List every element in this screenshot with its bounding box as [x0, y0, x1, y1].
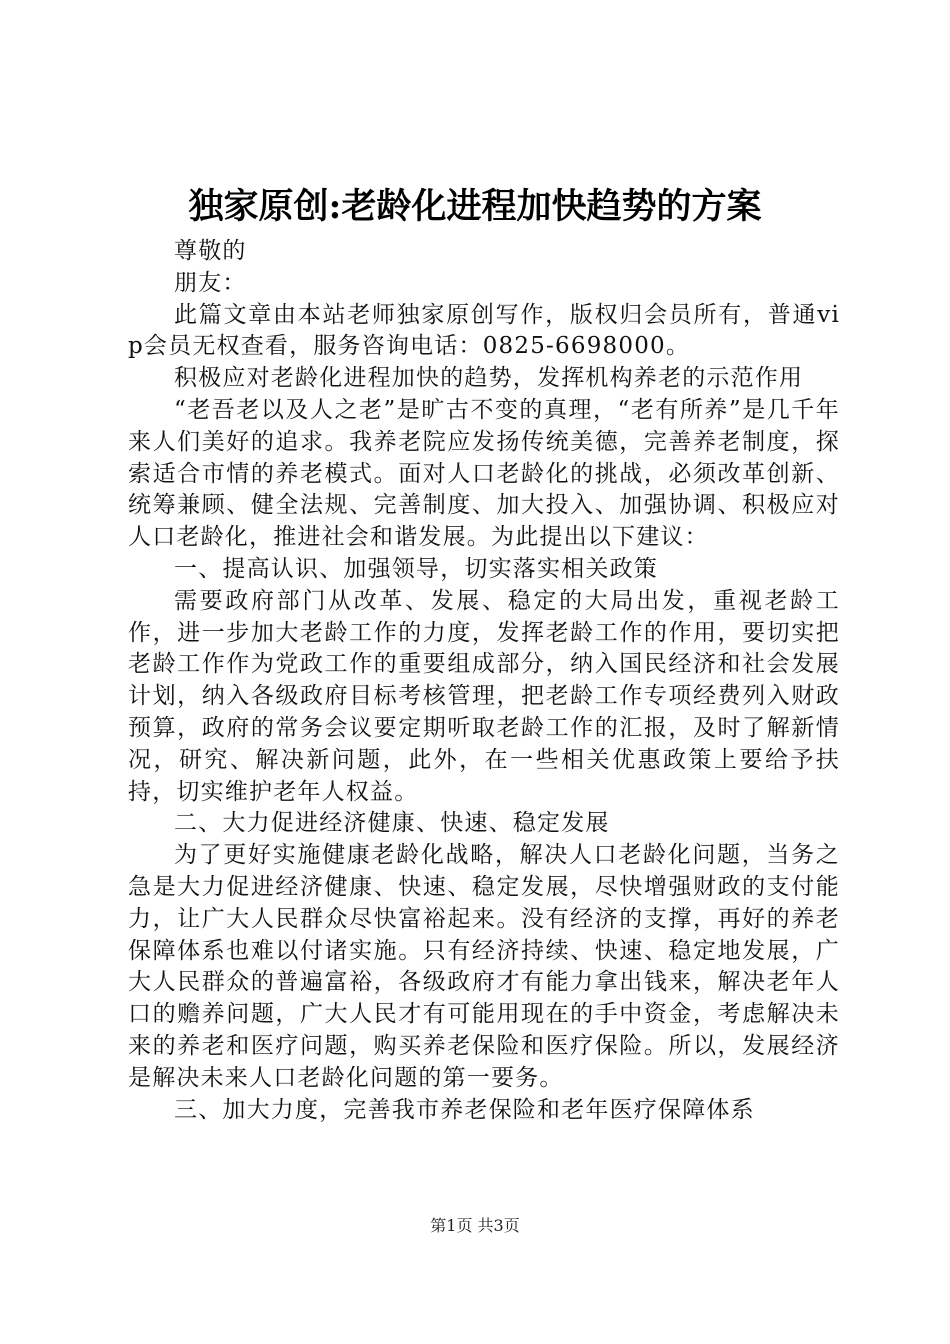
section-heading-3: 三、加大力度，完善我市养老保险和老年医疗保障体系	[174, 1096, 755, 1123]
copyright-notice: 此篇文章由本站老师独家原创写作，版权归会员所有，普通vip会员无权查看，服务咨询电话：0825-6698000。	[128, 301, 840, 360]
salutation-line-1: 尊敬的	[174, 238, 247, 264]
page-number-footer: 第1页 共3页	[430, 1216, 520, 1235]
document-body	[128, 236, 840, 1126]
section-heading-2: 二、大力促进经济健康、快速、稳定发展	[174, 810, 610, 837]
body-paragraph: “老吾老以及人之老”是旷古不变的真理，“老有所养”是几千年来人们美好的追求。我养老院应发扬传统美德，完善养老制度，探索适合市情的养老模式。面对人口老龄化的挑战，必须改革创新、统筹兼顾、健全法规、完善制度、加大投入、加强协调、积极应对人口老龄化，推进社会和谐发展。为此提出以下建议：	[128, 396, 840, 551]
section-heading-1: 一、提高认识、加强领导，切实落实相关政策	[174, 555, 658, 582]
document-title: 独家原创:老龄化进程加快趋势的方案	[188, 186, 762, 227]
salutation-line-2: 朋友：	[174, 269, 247, 296]
section-heading-main: 积极应对老龄化进程加快的趋势，发挥机构养老的示范作用	[174, 365, 804, 392]
body-paragraph: 为了更好实施健康老龄化战略，解决人口老龄化问题，当务之急是大力促进经济健康、快速、稳定发展，尽快增强财政的支付能力，让广大人民群众尽快富裕起来。没有经济的支撑，再好的养老保障体系也难以付诸实施。只有经济持续、快速、稳定地发展，广大人民群众的普遍富裕，各级政府才有能力拿出钱来，解决老年人口的赡养问题，广大人民才有可能用现在的手中资金，考虑解决未来的养老和医疗问题，购买养老保险和医疗保险。所以，发展经济是解决未来人口老龄化问题的第一要务。	[128, 842, 840, 1091]
body-paragraph: 需要政府部门从改革、发展、稳定的大局出发，重视老龄工作，进一步加大老龄工作的力度，发挥老龄工作的作用，要切实把老龄工作作为党政工作的重要组成部分，纳入国民经济和社会发展计划，纳入各级政府目标考核管理，把老龄工作专项经费列入财政预算，政府的常务会议要定期听取老龄工作的汇报，及时了解新情况，研究、解决新问题，此外，在一些相关优惠政策上要给予扶持，切实维护老年人权益。	[128, 587, 840, 805]
